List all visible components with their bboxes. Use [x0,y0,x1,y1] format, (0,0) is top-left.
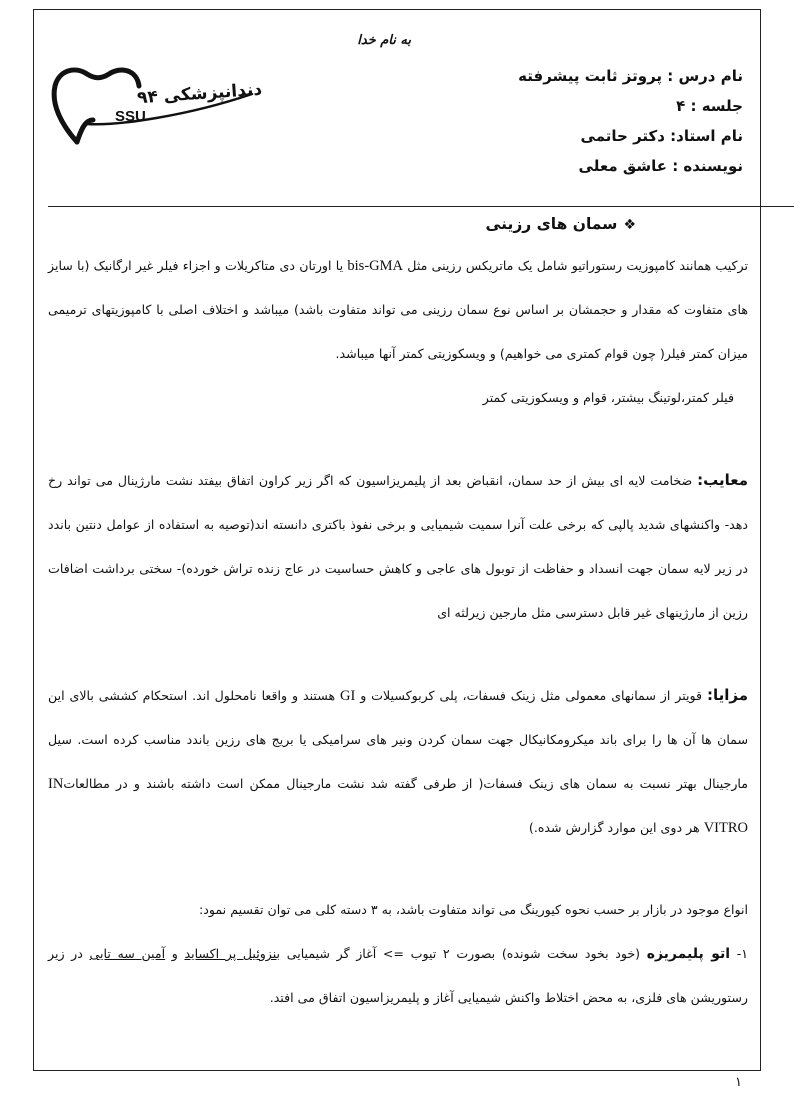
diamond-bullet-icon: ❖ [623,217,636,233]
section-title [48,204,748,244]
advantages-in-vitro: IN VITRO [48,776,748,836]
advantages-text-c: هر دوی این موارد گزارش شده.) [528,820,704,835]
advantages-paragraph [48,673,748,850]
teacher-name: نام استاد: دکتر حاتمی [580,127,743,145]
course-info [518,61,743,181]
basmala: به نام خدا [357,33,411,48]
types-intro: انواع موجود در بازار بر حسب نحوه کیورینگ می تواند متفاوت باشد، به ۳ دسته کلی می توان تقسیم نمود: [199,902,748,917]
intro-text-b: یا اورتان دی متاکریلات و اجزاء فیلر غیر ارگانیک (با سایز های متفاوت که مقدار و حجمشان بر اساس نوع سمان رزینی می تواند متفاوت باشد) میباشد و اختلاف اصلی با کامپوزیتهای ترمیمی میزان کمتر فیلر( چون قوام کمتری می خواهیم) و ویسکوزیتی کمتر آنها میباشد. [48,258,748,361]
session-number: جلسه : ۴ [676,97,743,115]
item1-title: اتو پلیمریزه [646,946,731,962]
advantages-text-a: قویتر از سمانهای معمولی مثل زینک فسفات، پلی کربوکسیلات و [355,688,707,703]
logo-text: دندانپزشکی ۹۴ [136,79,263,109]
document-body [48,204,748,1020]
page-number: ۱ [735,1075,742,1090]
course-name: نام درس : پروتز ثابت پیشرفته [518,67,743,85]
page-header [33,9,761,206]
disadvantages-label: معایب: [697,471,748,489]
item1-and: و [165,946,185,961]
intro-paragraph [48,244,748,376]
section-title-text: سمان های رزینی [485,215,618,233]
advantages-label: مزایا: [706,686,748,704]
item1-number: ۱- [730,946,748,961]
item1-text-a: (خود بخود سخت شونده) بصورت ۲ تیوب => آغاز گر شیمیایی [280,946,647,961]
intro-text-a: ترکیب همانند کامپوزیت رستوراتیو شامل یک ماتریکس رزینی مثل [403,258,748,273]
intro-summary: فیلر کمتر،لوتینگ بیشتر، قوام و ویسکوزیتی کمتر [482,390,734,405]
disadvantages-paragraph [48,458,748,635]
types-item-1 [48,932,748,1020]
advantages-text-b: هستند و واقعا نامحلول اند. استحکام کششی بالای این سمان ها آن ها را برای باند میکرومکانیکال جهت سمان کردن ونیر های سرامیکی یا بریج های رزین باندد مناسب کرده است. سیل مارجینال بهتر نسبت به سمان های زینک فسفات( از طرفی گفته شد نشت مارجینال ممکن است داشته باشند و در مطالعات [48,688,748,791]
intro-bis-gma: bis-GMA [347,258,403,274]
logo [47,64,267,159]
logo-abbr: SSU [115,108,146,125]
tooth-logo-icon [47,64,267,159]
advantages-gi: GI [339,688,356,704]
disadvantages-text: ضخامت لایه ای بیش از حد سمان، انقباض بعد از پلیمریزاسیون که اگر زیر کراون اتفاق بیفتد نشت مارژینال می تواند رخ دهد- واکنشهای شدید پالپی که برخی علت آنرا سمیت شیمیایی و برخی نفوذ باکتری دانسته اند(توصیه به استفاده از عوامل دنتین باندد در زیر لایه سمان جهت انسداد و حفاظت از توبول های عاجی و کاهش حساسیت در عاج زنده تراش خورده)- سختی برداشت اضافات رزین از مارژینهای غیر قابل دسترسی مثل مارجین زیرلثه ای [48,473,748,620]
item1-benzoyl-peroxide: بنزوئیل پر اکساید [184,946,281,961]
author-name: نویسنده : عاشق معلی [578,157,743,175]
item1-tertiary-amine: آمین سه تایی [89,946,166,961]
item1-text-b: در زیر رستوریشن های فلزی، به محض اختلاط واکنش شیمیایی آغاز و پلیمریزاسیون اتفاق می افتد. [48,946,748,1005]
